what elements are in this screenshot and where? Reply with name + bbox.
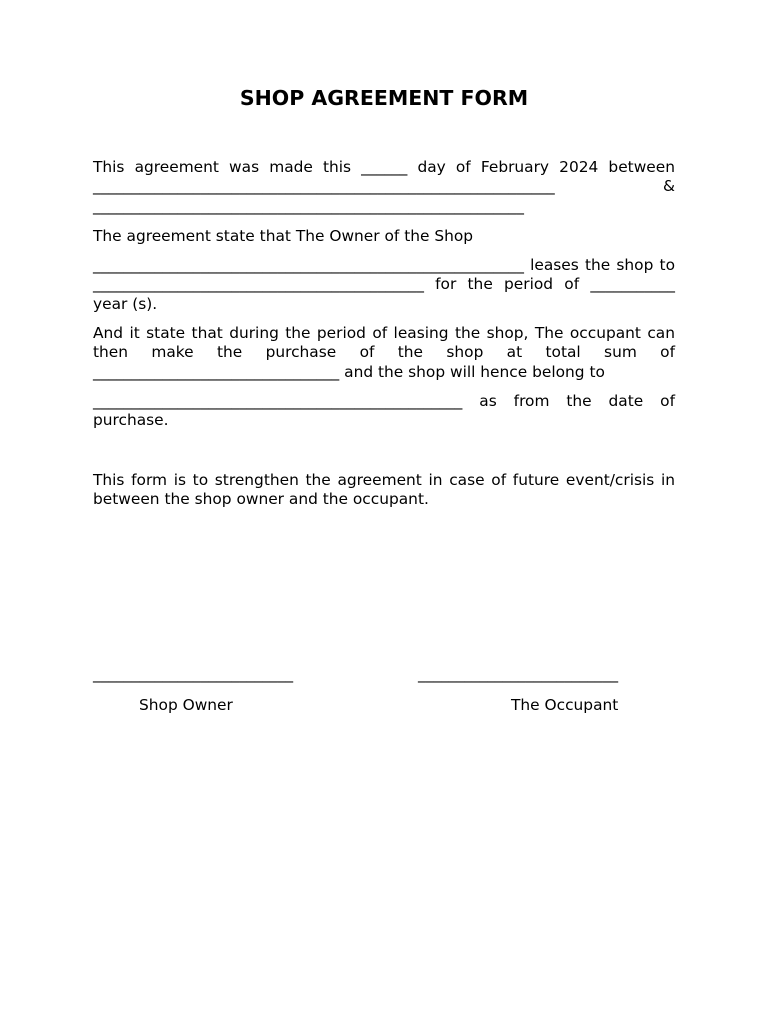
paragraph-line: ___________________________________________ for the period of ___________ [93, 275, 675, 293]
paragraph-line: And it state that during the period of leasing the shop, The occupant can [93, 323, 675, 342]
signature-label: Shop Owner [139, 695, 233, 714]
paragraph-line: purchase. [93, 411, 169, 429]
paragraph-line: then make the purchase of the shop at total sum of [93, 343, 675, 361]
purpose-paragraph [93, 471, 675, 510]
paragraph-line: ________________________________________________________ [93, 196, 524, 215]
document-title: SHOP AGREEMENT FORM [239, 86, 529, 110]
signature-block-shop-owner [93, 665, 353, 717]
signature-line: __________________________ [418, 665, 619, 683]
paragraph-line: ________________________________ and the shop will hence belong to [93, 362, 605, 381]
paragraph-line: between the shop owner and the occupant. [93, 490, 429, 508]
paragraph-line: The agreement state that The Owner of the Shop [93, 226, 474, 245]
lease-terms-paragraph [93, 256, 675, 315]
signature-line: __________________________ [93, 665, 294, 683]
paragraph-line: ________________________________________________ as from the date of [93, 391, 675, 410]
paragraph-line: ________________________________________________________ leases the shop to [93, 255, 675, 274]
purchase-terms-paragraph [93, 324, 675, 383]
ownership-date-paragraph [93, 392, 675, 431]
signature-label: The Occupant [511, 695, 619, 714]
agreement-parties-paragraph [93, 158, 675, 217]
paragraph-line: This agreement was made this ______ day of February 2024 between [93, 157, 675, 176]
paragraph-line: ____________________________________________________________ & [93, 177, 675, 195]
signature-block-occupant [418, 665, 678, 717]
paragraph-line: year (s). [93, 294, 158, 313]
owner-statement-paragraph [93, 227, 675, 247]
paragraph-line: This form is to strengthen the agreement in case of future event/crisis in [93, 470, 675, 489]
